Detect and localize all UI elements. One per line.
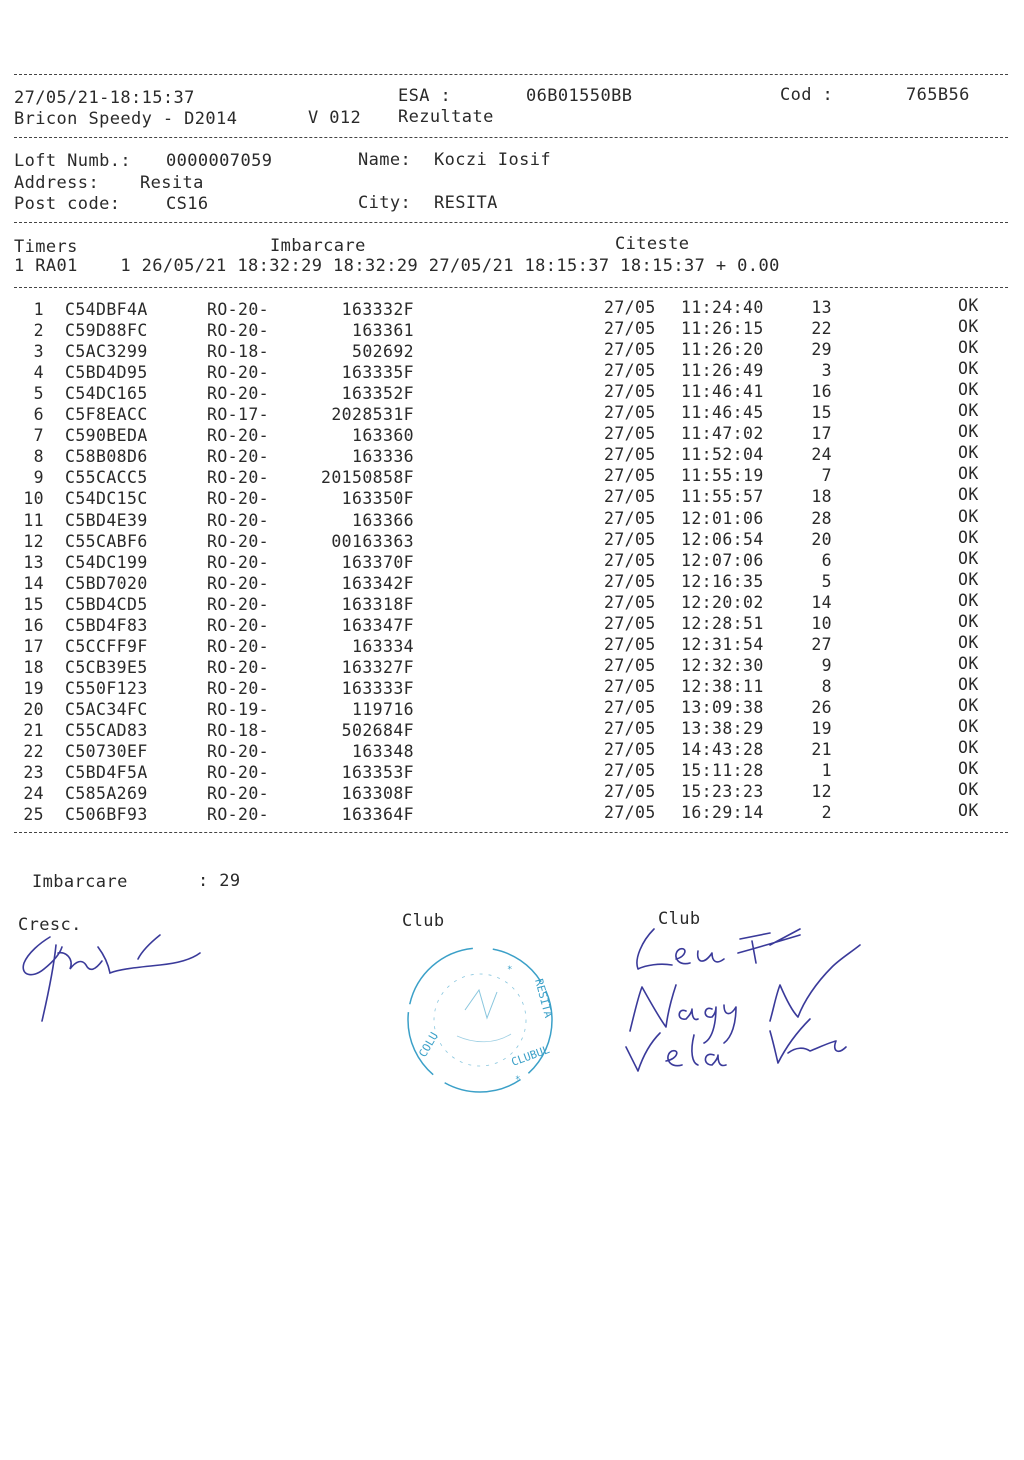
status-ok: OK [958,738,979,758]
chip-id: C54DC15C [65,489,148,509]
arrival-time: 11:46:41 [681,382,764,402]
rank: 7 [821,466,832,486]
ring-number: 163332F [341,300,414,319]
arrival-time: 12:31:54 [681,634,764,654]
svg-text:COLU: COLU [416,1030,441,1060]
status-ok: OK [958,296,979,315]
ring-prefix: RO-20- [207,805,270,825]
separator-owner [14,222,1008,223]
name-value: Koczi Iosif [434,150,551,170]
row-number: 5 [33,384,44,404]
club-stamp [395,940,565,1100]
arrival-time: 15:11:28 [681,761,764,781]
row-number: 6 [33,405,44,425]
chip-id: C59D88FC [65,321,148,341]
status-ok: OK [958,632,979,652]
postcode-value: CS16 [166,194,209,214]
status-ok: OK [958,569,979,589]
doc-type: Rezultate [398,107,494,127]
svg-text:*: * [507,965,513,975]
ring-prefix: RO-20- [207,552,270,572]
status-ok: OK [958,401,979,421]
ring-number: 163353F [341,763,414,783]
ring-prefix: RO-20- [207,489,270,509]
row-number: 9 [33,468,44,488]
arrival-time: 12:01:06 [681,508,764,528]
loft-label: Loft Numb.: [14,151,131,171]
row-number: 11 [23,510,44,530]
arrival-date: 27/05 [604,782,656,802]
cod-value: 765B56 [906,85,970,105]
row-number: 8 [33,447,44,467]
rank: 21 [811,740,832,760]
status-ok: OK [958,780,979,800]
city-label: City: [358,193,412,213]
arrival-time: 11:55:19 [681,466,764,486]
arrival-date: 27/05 [604,403,656,423]
row-number: 10 [23,489,44,509]
ring-prefix: RO-18- [207,342,270,362]
address-label: Address: [14,173,100,193]
arrival-time: 12:07:06 [681,550,764,570]
rank: 12 [811,782,832,802]
ring-prefix: RO-20- [207,636,270,656]
ring-prefix: RO-20- [207,447,270,467]
chip-id: C5BD4CD5 [65,594,148,614]
arrival-date: 27/05 [604,655,656,675]
arrival-time: 11:26:15 [681,319,764,339]
rank: 8 [821,676,832,696]
arrival-date: 27/05 [604,592,656,612]
arrival-date: 27/05 [604,803,656,823]
rank: 9 [821,655,832,675]
row-number: 4 [33,363,44,383]
ring-prefix: RO-20- [207,468,270,488]
arrival-time: 11:55:57 [681,487,764,507]
ring-number: 2028531F [331,405,414,425]
chip-id: C550F123 [65,678,148,698]
ring-number: 163334 [351,636,414,656]
timer-row: 1 RA01 1 26/05/21 18:32:29 18:32:29 27/05/21 18:15:37 18:15:37 + 0.00 [14,256,780,276]
ring-prefix: RO-20- [207,363,270,383]
chip-id: C5AC3299 [65,342,148,362]
status-ok: OK [958,422,979,442]
arrival-date: 27/05 [604,550,656,570]
status-ok: OK [958,338,979,358]
ring-number: 163350F [341,489,414,509]
arrival-date: 27/05 [604,761,656,781]
ring-prefix: RO-20- [207,594,270,614]
row-number: 14 [23,573,44,593]
ring-number: 163361 [351,321,414,341]
arrival-date: 27/05 [604,613,656,633]
row-number: 24 [23,784,44,804]
ring-prefix: RO-20- [207,657,270,677]
arrival-date: 27/05 [604,634,656,654]
ring-number: 163335F [341,363,414,383]
rank: 14 [811,592,832,612]
arrival-time: 15:23:23 [681,782,764,802]
chip-id: C55CAD83 [65,721,148,740]
rank: 19 [811,719,832,738]
postcode-label: Post code: [14,194,121,214]
chip-id: C590BEDA [65,426,148,446]
ring-prefix: RO-20- [207,615,270,635]
ring-prefix: RO-20- [207,763,270,783]
status-ok: OK [958,506,979,526]
device-version: V 012 [308,108,362,128]
ring-number: 163360 [351,426,414,446]
breeder-signature [10,925,210,1025]
rank: 1 [821,761,832,781]
chip-id: C5BD4F83 [65,615,148,635]
ring-number: 163352F [341,384,414,404]
rank: 29 [811,340,832,360]
status-ok: OK [958,611,979,631]
chip-id: C55CACC5 [65,468,148,488]
arrival-time: 11:52:04 [681,445,764,465]
ring-prefix: RO-20- [207,573,270,593]
esa-label: ESA : [398,86,452,106]
arrival-date: 27/05 [604,298,656,317]
chip-id: C5BD4E39 [65,510,148,530]
arrival-date: 27/05 [604,424,656,444]
status-ok: OK [958,464,979,484]
chip-id: C54DC199 [65,552,148,572]
ring-prefix: RO-20- [207,742,270,762]
row-number: 19 [23,678,44,698]
row-number: 21 [23,721,44,740]
arrival-date: 27/05 [604,319,656,339]
separator-results [14,832,1008,833]
chip-id: C54DBF4A [65,300,148,319]
imbarcare-label: Imbarcare [270,236,366,256]
ring-prefix: RO-20- [207,510,270,530]
summary-imbarcare-value: : 29 [198,871,241,891]
chip-id: C5CCFF9F [65,636,148,656]
chip-id: C54DC165 [65,384,148,404]
status-ok: OK [958,717,979,736]
chip-id: C55CABF6 [65,531,148,551]
arrival-date: 27/05 [604,529,656,549]
rank: 5 [821,571,832,591]
rank: 16 [811,382,832,402]
chip-id: C58B08D6 [65,447,148,467]
ring-number: 163347F [341,615,414,635]
row-number: 2 [33,321,44,341]
rank: 10 [811,613,832,633]
ring-prefix: RO-20- [207,384,270,404]
ring-prefix: RO-20- [207,531,270,551]
report-datetime: 27/05/21-18:15:37 [14,88,195,108]
rank: 27 [811,634,832,654]
rank: 22 [811,319,832,339]
address-value: Resita [140,173,204,193]
ring-number: 502684F [341,721,414,740]
ring-number: 163333F [341,678,414,698]
arrival-time: 13:38:29 [681,719,764,738]
citeste-label: Citeste [615,234,690,254]
status-ok: OK [958,695,979,715]
ring-number: 163348 [351,742,414,762]
arrival-date: 27/05 [604,361,656,381]
status-ok: OK [958,674,979,694]
ring-number: 119716 [351,699,414,719]
arrival-time: 14:43:28 [681,740,764,760]
arrival-time: 12:32:30 [681,655,764,675]
status-ok: OK [958,380,979,400]
arrival-time: 11:26:49 [681,361,764,381]
arrival-date: 27/05 [604,340,656,360]
separator-timers [14,287,1008,288]
svg-text:CLUBUL: CLUBUL [509,1043,552,1069]
row-number: 22 [23,742,44,762]
chip-id: C5BD7020 [65,573,148,593]
arrival-date: 27/05 [604,571,656,591]
arrival-time: 11:46:45 [681,403,764,423]
rank: 24 [811,445,832,465]
cod-label: Cod : [780,85,834,105]
arrival-time: 11:24:40 [681,298,764,317]
rank: 20 [811,529,832,549]
row-number: 25 [23,805,44,825]
arrival-time: 12:16:35 [681,571,764,591]
arrival-time: 12:20:02 [681,592,764,612]
ring-prefix: RO-20- [207,426,270,446]
ring-number: 163370F [341,552,414,572]
arrival-date: 27/05 [604,697,656,717]
arrival-date: 27/05 [604,676,656,696]
ring-number: 163318F [341,594,414,614]
row-number: 3 [33,342,44,362]
row-number: 15 [23,594,44,614]
club-label-2: Club [658,909,701,929]
chip-id: C5BD4D95 [65,363,148,383]
rank: 15 [811,403,832,423]
row-number: 1 [33,300,44,319]
separator-header [14,137,1008,138]
status-ok: OK [958,590,979,610]
arrival-date: 27/05 [604,382,656,402]
row-number: 7 [33,426,44,446]
name-label: Name: [358,150,412,170]
status-ok: OK [958,317,979,337]
device-name: Bricon Speedy - D2014 [14,109,238,129]
ring-number: 502692 [351,342,414,362]
ring-prefix: RO-19- [207,699,270,719]
row-number: 13 [23,552,44,572]
ring-prefix: RO-20- [207,321,270,341]
row-number: 23 [23,763,44,783]
rank: 6 [821,550,832,570]
timers-label: Timers [14,237,78,257]
club-officials-signatures [620,915,910,1075]
ring-prefix: RO-18- [207,721,270,740]
status-ok: OK [958,653,979,673]
ring-number: 20150858F [320,468,414,488]
rank: 13 [811,298,832,317]
row-number: 16 [23,615,44,635]
ring-number: 163342F [341,573,414,593]
status-ok: OK [958,359,979,379]
esa-value: 06B01550BB [526,86,633,106]
arrival-time: 13:09:38 [681,697,764,717]
rank: 17 [811,424,832,444]
chip-id: C5CB39E5 [65,657,148,677]
rank: 28 [811,508,832,528]
chip-id: C5F8EACC [65,405,148,425]
arrival-time: 12:38:11 [681,676,764,696]
svg-text:*: * [515,1075,521,1085]
status-ok: OK [958,759,979,779]
status-ok: OK [958,801,979,821]
row-number: 12 [23,531,44,551]
arrival-time: 11:26:20 [681,340,764,360]
summary-imbarcare-label: Imbarcare [32,872,128,892]
rank: 2 [821,803,832,823]
arrival-time: 12:28:51 [681,613,764,633]
row-number: 17 [23,636,44,656]
arrival-date: 27/05 [604,466,656,486]
arrival-date: 27/05 [604,508,656,528]
status-ok: OK [958,443,979,463]
ring-number: 163336 [351,447,414,467]
ring-number: 163364F [341,805,414,825]
arrival-date: 27/05 [604,445,656,465]
loft-value: 0000007059 [166,151,273,171]
arrival-date: 27/05 [604,487,656,507]
arrival-time: 11:47:02 [681,424,764,444]
rank: 3 [821,361,832,381]
arrival-time: 16:29:14 [681,803,764,823]
chip-id: C50730EF [65,742,148,762]
chip-id: C5AC34FC [65,699,148,719]
ring-prefix: RO-20- [207,300,270,319]
ring-prefix: RO-20- [207,678,270,698]
ring-number: 00163363 [331,531,414,551]
svg-text:RESITA: RESITA [532,977,555,1020]
arrival-date: 27/05 [604,740,656,760]
club-label-1: Club [402,911,445,931]
status-ok: OK [958,485,979,505]
chip-id: C506BF93 [65,805,148,825]
rank: 18 [811,487,832,507]
arrival-date: 27/05 [604,719,656,738]
row-number: 20 [23,699,44,719]
ring-number: 163366 [351,510,414,530]
rank: 26 [811,697,832,717]
chip-id: C5BD4F5A [65,763,148,783]
row-number: 18 [23,657,44,677]
city-value: RESITA [434,193,498,213]
cresc-label: Cresc. [18,915,82,935]
ring-prefix: RO-17- [207,405,270,425]
ring-prefix: RO-20- [207,784,270,804]
chip-id: C585A269 [65,784,148,804]
arrival-time: 12:06:54 [681,529,764,549]
ring-number: 163327F [341,657,414,677]
separator-top [14,74,1008,75]
ring-number: 163308F [341,784,414,804]
status-ok: OK [958,527,979,547]
status-ok: OK [958,548,979,568]
